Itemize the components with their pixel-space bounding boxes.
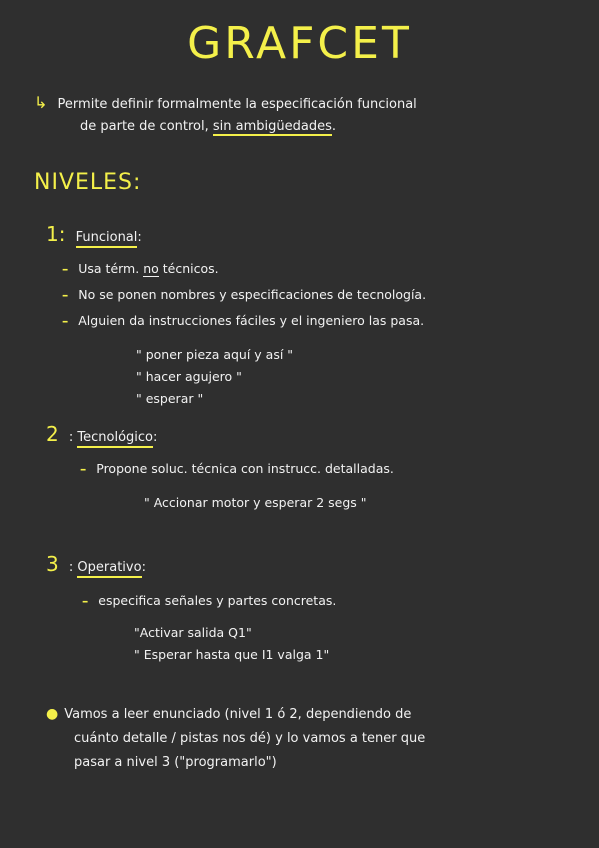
- final-note: [46, 702, 566, 775]
- intro-line-2a: de parte de control,: [80, 119, 213, 134]
- level-1-number: 1:: [46, 222, 66, 246]
- intro-highlight: sin ambigüedades: [212, 119, 332, 134]
- quote-item: " Esperar hasta que I1 valga 1": [134, 647, 330, 662]
- intro-line-2c: .: [331, 119, 337, 134]
- dash-icon: –: [62, 287, 69, 302]
- level-2-heading: [46, 422, 157, 446]
- level-2-quotes: [144, 492, 367, 514]
- level-3-quotes: [134, 622, 329, 666]
- quote-item: "Activar salida Q1": [134, 625, 252, 640]
- list-item: – Propone soluc. técnica con instrucc. detalladas.: [80, 461, 394, 476]
- page-title: GRAFCET: [187, 18, 412, 69]
- level-1-quotes: [136, 344, 293, 410]
- final-line-3: pasar a nivel 3 ("programarlo"): [74, 755, 277, 770]
- level-2-bullets: [80, 456, 394, 482]
- list-item: – No se ponen nombres y especificaciones de tecnología.: [62, 287, 427, 302]
- level-1-bullets: [62, 256, 426, 334]
- dash-icon: –: [62, 261, 69, 276]
- level-3-name: Operativo: [77, 560, 141, 578]
- final-line-2: cuánto detalle / pistas nos dé) y lo vamos a tener que: [74, 731, 426, 746]
- intro-line-1: Permite definir formalmente la especificación funcional: [57, 97, 417, 112]
- level-3-sep: :: [68, 560, 74, 575]
- level-3-heading: [46, 552, 146, 576]
- quote-item: " Accionar motor y esperar 2 segs ": [144, 495, 367, 510]
- final-line-1: Vamos a leer enunciado (nivel 1 ó 2, dependiendo de: [64, 707, 412, 722]
- dash-icon: –: [62, 313, 69, 328]
- level-2-number: 2: [46, 422, 59, 446]
- level-2-sep: :: [68, 430, 74, 445]
- list-item: – Alguien da instrucciones fáciles y el ingeniero las pasa.: [62, 313, 425, 328]
- level-1-heading: [46, 222, 142, 246]
- dash-icon: –: [82, 593, 89, 608]
- level-1-suffix: :: [137, 230, 142, 245]
- arrow-icon: ↳: [34, 93, 48, 112]
- level-3-suffix: :: [141, 560, 146, 575]
- list-item: – especifica señales y partes concretas.: [82, 593, 337, 608]
- intro-text: [34, 92, 574, 138]
- niveles-heading: NIVELES:: [34, 170, 142, 195]
- quote-item: " esperar ": [136, 391, 204, 406]
- level-2-name: Tecnológico: [77, 430, 153, 448]
- dash-icon: –: [80, 461, 87, 476]
- list-item: – Usa térm. no técnicos.: [62, 261, 219, 276]
- level-3-number: 3: [46, 552, 59, 576]
- quote-item: " hacer agujero ": [136, 369, 242, 384]
- level-3-bullets: [82, 588, 336, 614]
- level-2-suffix: :: [153, 430, 158, 445]
- quote-item: " poner pieza aquí y así ": [136, 347, 294, 362]
- bullet-dot-icon: ●: [46, 706, 59, 722]
- level-1-name: Funcional: [76, 230, 138, 248]
